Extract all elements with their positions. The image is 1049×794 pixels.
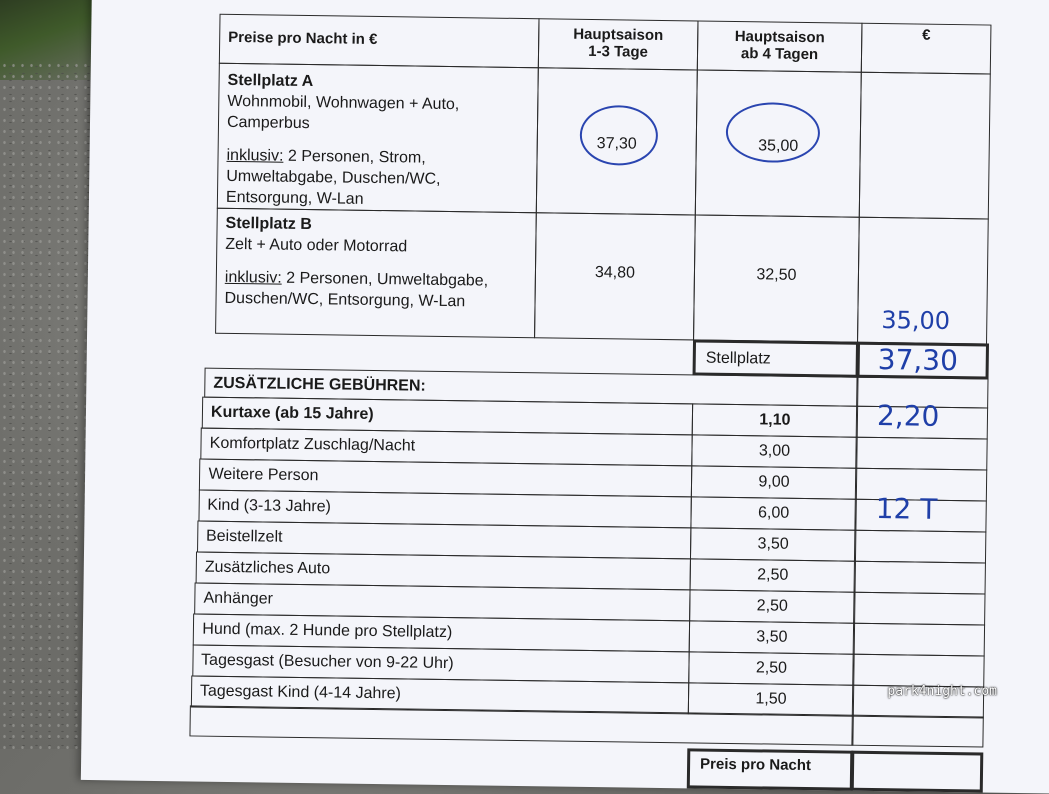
ink-circle-a1 <box>579 105 658 166</box>
stellplatz-b-inklusiv-label: inklusiv: <box>224 268 282 287</box>
stellplatz-a-description <box>217 63 539 213</box>
extras-row-price: 9,00 <box>691 465 857 499</box>
stellplatz-b-vehicles: Zelt + Auto oder Motorrad <box>225 235 408 256</box>
stellplatz-b-price-long <box>693 214 860 342</box>
header-prices-label <box>219 14 540 68</box>
extras-row-label: Tagesgast Kind (4-14 Jahre) <box>191 675 690 714</box>
preis-pro-nacht-text: Preis pro Nacht <box>699 755 812 775</box>
stellplatz-a-vehicles: Wohnmobil, Wohnwagen + Auto, Camperbus <box>226 92 460 133</box>
extras-row-label: Kurtaxe (ab 15 Jahre) <box>202 397 693 436</box>
extras-row-label: Tagesgast (Besucher von 9-22 Uhr) <box>192 644 690 683</box>
preis-pro-nacht-label <box>687 748 854 790</box>
handwritten-3730: 37,30 <box>877 343 959 378</box>
extras-row-price: 6,00 <box>690 496 856 530</box>
stellplatz-b-inklusiv-text: 2 Personen, Umweltabgabe, Duschen/WC, Entsorgung, W-Lan <box>224 269 489 311</box>
stellplatz-b-title: Stellplatz B <box>225 214 312 234</box>
extras-row-price: 1,50 <box>688 682 854 716</box>
price-sheet <box>81 0 1049 794</box>
stellplatz-a-price-long-text: 35,00 <box>758 137 799 155</box>
extras-row-price: 3,00 <box>691 434 857 468</box>
stellplatz-b-price-short-text: 34,80 <box>594 264 636 282</box>
extras-row-label: Anhänger <box>194 582 690 621</box>
header-col-short-stay: Hauptsaison 1-3 Tage <box>538 18 699 70</box>
stellplatz-b-description <box>215 208 537 338</box>
header-prices-text: Preise pro Nacht in € <box>228 28 378 48</box>
extras-row-euro <box>853 592 985 626</box>
handwritten-note: 12 T <box>875 491 938 526</box>
extras-row-euro <box>855 437 987 471</box>
extras-row-price: 2,50 <box>689 589 855 623</box>
extras-row-euro <box>854 530 986 564</box>
empty-row-euro <box>851 715 983 748</box>
extras-row-euro <box>854 491 986 533</box>
handwritten-35: 35,00 <box>881 306 951 336</box>
extras-row-price: 1,10 <box>692 403 858 437</box>
preis-pro-nacht-value <box>851 751 984 793</box>
stellplatz-total-value-cell <box>857 342 989 380</box>
extras-row-label: Zusätzliches Auto <box>196 552 691 591</box>
extras-row-price: 2,50 <box>688 651 854 685</box>
ink-circle-a2 <box>726 102 821 163</box>
stellplatz-a-inklusiv <box>226 145 529 212</box>
extras-row-price: 3,50 <box>689 620 855 654</box>
stellplatz-a-price-short-text: 37,30 <box>596 135 637 153</box>
stellplatz-total-label-text: Stellplatz <box>705 349 771 368</box>
watermark: park4night.com <box>887 684 997 699</box>
extras-row-label: Weitere Person <box>199 459 692 498</box>
extras-row-label: Hund (max. 2 Hunde pro Stellplatz) <box>193 613 690 652</box>
header-col-euro: € <box>861 23 992 75</box>
header-col-long-stay: Hauptsaison ab 4 Tagen <box>697 20 863 72</box>
extras-title-text: ZUSÄTZLICHE GEBÜHREN: <box>213 374 426 395</box>
handwritten-note: 2,20 <box>876 399 940 433</box>
stellplatz-b-price-long-text: 32,50 <box>756 266 797 284</box>
stellplatz-a-euro-cell <box>859 72 991 220</box>
extras-row-euro <box>852 654 984 688</box>
extras-row-euro <box>854 561 986 595</box>
stellplatz-a-inklusiv-text: 2 Personen, Strom, Umweltabgabe, Duschen/WC, Entsorgung, W-Lan <box>225 147 441 208</box>
extras-row-price: 3,50 <box>690 527 856 561</box>
stellplatz-total-label <box>693 339 859 377</box>
stellplatz-a-inklusiv-label: inklusiv: <box>226 146 284 165</box>
extras-row-label: Kind (3-13 Jahre) <box>198 490 692 529</box>
stellplatz-b-price-short <box>534 212 696 340</box>
extras-row-label: Komfortplatz Zuschlag/Nacht <box>201 428 693 467</box>
stellplatz-a-title: Stellplatz A <box>227 71 314 91</box>
extras-row-price: 2,50 <box>690 558 856 592</box>
extras-row-label: Beistellzelt <box>197 521 692 560</box>
stellplatz-b-inklusiv <box>224 267 527 313</box>
extras-row-euro <box>856 399 988 440</box>
extras-row-euro <box>853 623 985 657</box>
